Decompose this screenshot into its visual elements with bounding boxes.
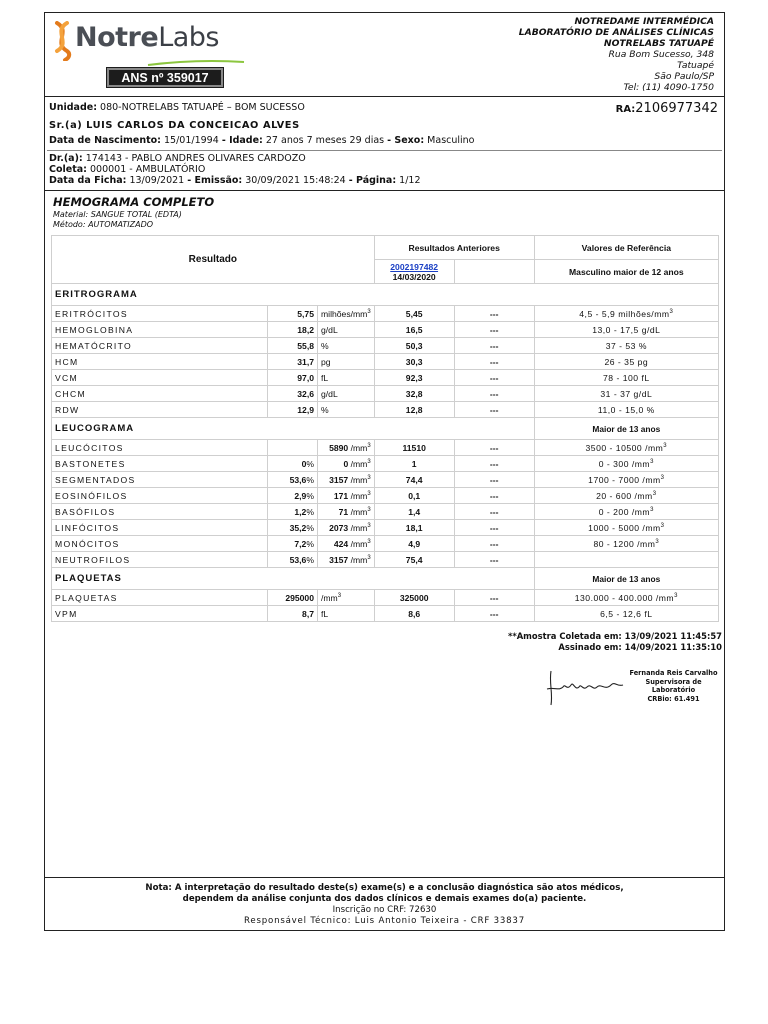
result-unit: g/dL: [318, 386, 375, 402]
result-value: 12,9: [268, 402, 318, 418]
result-value: 5,75: [268, 306, 318, 322]
table-header-row: [52, 236, 719, 260]
percent-number: 53,6: [289, 554, 307, 565]
section-eritrograma: ERITROGRAMA: [52, 284, 719, 306]
absolute-unit: [348, 459, 370, 469]
absolute-unit: [348, 443, 370, 453]
reference-value: [534, 440, 718, 456]
previous-value: 92,3: [374, 370, 454, 386]
previous-value-2: ---: [454, 354, 534, 370]
percent-symbol: %: [306, 506, 314, 517]
previous-exam-link[interactable]: 2002197482: [390, 261, 439, 272]
previous-value: 4,9: [374, 536, 454, 552]
superscript: 3: [650, 506, 654, 513]
reference-value: 37 - 53 %: [534, 338, 718, 354]
patient-name-label: Sr.(a): [49, 120, 83, 131]
absolute-unit: [348, 523, 370, 533]
header-previous: Resultados Anteriores: [374, 236, 534, 260]
doctor-value: 174143 - PABLO ANDRES OLIVARES CARDOZO: [85, 153, 306, 164]
reference-value: [534, 472, 718, 488]
reference-value: [534, 536, 718, 552]
results-table: [51, 235, 719, 622]
percent-number: 35,2: [289, 522, 307, 533]
previous-value: 1,4: [374, 504, 454, 520]
divider: [47, 150, 722, 151]
previous-value: 11510: [374, 440, 454, 456]
unit-text: /mm: [350, 490, 368, 501]
plaquetas-rows: [52, 590, 719, 622]
percent-number: 2,9: [294, 490, 307, 501]
report-page: [44, 12, 725, 931]
analyte-name: HEMOGLOBINA: [52, 322, 268, 338]
value-text: 80 - 1200 /mm: [593, 538, 656, 549]
analyte-name: SEGMENTADOS: [52, 472, 268, 488]
percent-value: [268, 536, 318, 552]
absolute-number: 2073: [329, 522, 349, 533]
unidade-label: Unidade:: [49, 102, 97, 113]
superscript: 3: [367, 490, 371, 497]
previous-value: 5,45: [374, 306, 454, 322]
lab-line: NOTRELABS TATUAPÉ: [603, 38, 714, 49]
footer: [45, 883, 724, 927]
address-line: São Paulo/SP: [654, 71, 714, 82]
value-text: 130.000 - 400.000 /mm: [574, 592, 675, 603]
previous-value-2: ---: [454, 456, 534, 472]
ra-label: RA:: [615, 104, 636, 115]
absolute-unit: [348, 555, 370, 565]
coleta-value: 000001 - AMBULATÓRIO: [89, 164, 206, 175]
exam-material: Material: SANGUE TOTAL (EDTA): [53, 210, 182, 219]
previous-value-2: ---: [454, 520, 534, 536]
previous-value-2: ---: [454, 590, 534, 606]
previous-value-2: ---: [454, 504, 534, 520]
unit-text: /mm: [350, 506, 368, 517]
handwritten-signature: [545, 661, 625, 707]
superscript: 3: [367, 308, 371, 315]
reference-value: [534, 552, 718, 568]
signatory-crbio: CRBio: 61.491: [647, 694, 700, 703]
analyte-name: RDW: [52, 402, 268, 418]
previous-value: 74,4: [374, 472, 454, 488]
emissao-value: 30/09/2021 15:48:24: [245, 175, 346, 186]
absolute-value: [318, 456, 375, 472]
section-leucograma-ref: Maior de 13 anos: [534, 418, 718, 440]
absolute-number: 71: [338, 506, 349, 517]
table-row: [52, 520, 719, 536]
previous-value-2: ---: [454, 370, 534, 386]
reference-value: 31 - 37 g/dL: [534, 386, 718, 402]
previous-value-2: ---: [454, 338, 534, 354]
table-row: [52, 488, 719, 504]
superscript: 3: [660, 522, 665, 529]
analyte-name: LEUCÓCITOS: [52, 440, 268, 456]
table-row: [52, 370, 719, 386]
previous-value: 1: [374, 456, 454, 472]
ans-badge: ANS nº 359017: [107, 68, 223, 87]
reference-value: [534, 520, 718, 536]
percent-number: 7,2: [294, 538, 307, 549]
table-row: [52, 440, 719, 456]
emissao-label: - Emissão:: [187, 175, 243, 186]
reference-value: 13,0 - 17,5 g/dL: [534, 322, 718, 338]
value-text: 1000 - 5000 /mm: [588, 522, 661, 533]
percent-value: [268, 440, 318, 456]
result-unit: pg: [318, 354, 375, 370]
table-row: [52, 552, 719, 568]
result-value: 32,6: [268, 386, 318, 402]
previous-value-2: ---: [454, 488, 534, 504]
percent-value: [268, 520, 318, 536]
absolute-unit: [348, 491, 370, 501]
superscript: 3: [669, 308, 674, 315]
dna-logo-icon: [51, 21, 75, 61]
result-value: 295000: [268, 590, 318, 606]
section-row: [52, 284, 719, 306]
doctor-label: Dr.(a):: [49, 153, 83, 164]
previous-value: 32,8: [374, 386, 454, 402]
analyte-name: VCM: [52, 370, 268, 386]
analyte-name: VPM: [52, 606, 268, 622]
percent-value: [268, 552, 318, 568]
unit-text: /mm: [350, 538, 368, 549]
reference-value: [534, 488, 718, 504]
unit-text: /mm: [350, 474, 368, 485]
table-row: [52, 536, 719, 552]
table-row: [52, 606, 719, 622]
birth-label: Data de Nascimento:: [49, 135, 161, 146]
previous-value-2: ---: [454, 552, 534, 568]
reference-group: Masculino maior de 12 anos: [534, 260, 718, 284]
patient-name-line: [49, 120, 300, 131]
absolute-value: [318, 536, 375, 552]
ficha-label: Data da Ficha:: [49, 175, 127, 186]
percent-symbol: %: [306, 554, 314, 565]
previous-value: 16,5: [374, 322, 454, 338]
exam-method: Método: AUTOMATIZADO: [53, 220, 154, 229]
unit-text: /mm: [350, 458, 368, 469]
ra-number: [616, 101, 718, 116]
superscript: 3: [674, 592, 678, 599]
reference-value: [534, 306, 718, 322]
previous-value: 30,3: [374, 354, 454, 370]
absolute-value: [318, 488, 375, 504]
result-value: 97,0: [268, 370, 318, 386]
previous-value-2: ---: [454, 306, 534, 322]
analyte-name: BASTONETES: [52, 456, 268, 472]
footer-responsible: Responsável Técnico: Luis Antonio Teixeira - CRF 33837: [244, 916, 525, 926]
lab-line: NOTREDAME INTERMÉDICA: [574, 16, 714, 27]
absolute-value: [318, 552, 375, 568]
footer-note: Nota: A interpretação do resultado deste(s) exame(s) e a conclusão diagnóstica são atos médicos,: [145, 883, 624, 893]
address-line: Tatuapé: [677, 60, 714, 71]
unit-text: /mm: [350, 554, 368, 565]
value-text: 0 - 200 /mm: [598, 506, 651, 517]
section-plaquetas: PLAQUETAS: [52, 568, 535, 590]
logo-wordmark: [75, 22, 219, 53]
previous-value-2: ---: [454, 322, 534, 338]
absolute-value: [318, 440, 375, 456]
reference-value: [534, 456, 718, 472]
address-line: Tel: (11) 4090-1750: [623, 82, 714, 93]
previous-value-2: ---: [454, 386, 534, 402]
reference-value: 11,0 - 15,0 %: [534, 402, 718, 418]
signature-timestamps: [508, 631, 722, 653]
previous-value: 0,1: [374, 488, 454, 504]
pagina-value: 1/12: [399, 175, 421, 186]
analyte-name: ERITRÓCITOS: [52, 306, 268, 322]
percent-number: 1,2: [294, 506, 307, 517]
coleta-line: [49, 164, 205, 175]
footer-note: dependem da análise conjunta dos dados clínicos e demais exames do(a) paciente.: [182, 894, 587, 904]
age-value: 27 anos 7 meses 29 dias: [265, 135, 385, 146]
superscript: 3: [663, 442, 668, 449]
exam-title: HEMOGRAMA COMPLETO: [53, 195, 215, 209]
previous-value-2: ---: [454, 472, 534, 488]
eritrograma-rows: [52, 306, 719, 418]
table-row: [52, 338, 719, 354]
analyte-name: EOSINÓFILOS: [52, 488, 268, 504]
previous-value: 12,8: [374, 402, 454, 418]
absolute-unit: [348, 475, 370, 485]
header-reference: Valores de Referência: [534, 236, 718, 260]
assinado-timestamp: Assinado em: 14/09/2021 11:35:10: [558, 642, 722, 652]
unit-text: /mm: [350, 442, 368, 453]
superscript: 3: [367, 538, 371, 545]
superscript: 3: [655, 538, 660, 545]
logo-notre: Notre: [75, 22, 159, 53]
ra-value: 2106977342: [635, 101, 718, 116]
percent-value: [268, 472, 318, 488]
section-row: [52, 568, 719, 590]
header-result: Resultado: [52, 236, 375, 284]
percent-symbol: %: [306, 474, 314, 485]
unit-text: /mm: [350, 522, 368, 533]
section-row: [52, 418, 719, 440]
superscript: 3: [367, 442, 371, 449]
previous-value: 18,1: [374, 520, 454, 536]
superscript: 3: [660, 474, 665, 481]
percent-value: [268, 504, 318, 520]
analyte-name: HCM: [52, 354, 268, 370]
value-text: 3500 - 10500 /mm: [585, 442, 664, 453]
previous-value-2: ---: [454, 440, 534, 456]
result-value: 18,2: [268, 322, 318, 338]
ficha-value: 13/09/2021: [129, 175, 185, 186]
superscript: 3: [367, 506, 371, 513]
table-row: [52, 402, 719, 418]
previous-value: 325000: [374, 590, 454, 606]
doctor-line: [49, 153, 306, 164]
value-text: /mm: [321, 592, 338, 603]
absolute-number: 5890: [329, 442, 349, 453]
reference-value: [534, 504, 718, 520]
previous-exam-cell: [374, 260, 454, 284]
result-unit: fL: [318, 370, 375, 386]
analyte-name: CHCM: [52, 386, 268, 402]
value-text: 0 - 300 /mm: [598, 458, 651, 469]
lab-line: LABORATÓRIO DE ANÁLISES CLÍNICAS: [518, 27, 714, 38]
birth-line: [49, 135, 475, 146]
lab-info: [519, 16, 714, 93]
absolute-number: 0: [343, 458, 349, 469]
analyte-name: LINFÓCITOS: [52, 520, 268, 536]
absolute-number: 3157: [329, 474, 349, 485]
section-leucograma: LEUCOGRAMA: [52, 418, 535, 440]
absolute-value: [318, 520, 375, 536]
superscript: 3: [367, 522, 371, 529]
previous-value-2: ---: [454, 536, 534, 552]
table-row: [52, 472, 719, 488]
logo-labs: Labs: [158, 22, 219, 53]
previous-exam-empty: [454, 260, 534, 284]
percent-number: 53,6: [289, 474, 307, 485]
sex-label: - Sexo:: [387, 135, 425, 146]
unidade-line: [49, 102, 305, 113]
result-value: 31,7: [268, 354, 318, 370]
absolute-value: [318, 504, 375, 520]
unidade-value: 080-NOTRELABS TATUAPÉ – BOM SUCESSO: [100, 102, 305, 113]
superscript: 3: [367, 458, 371, 465]
result-unit: [318, 306, 375, 322]
analyte-name: HEMATÓCRITO: [52, 338, 268, 354]
value-text: 4,5 - 5,9 milhões/mm: [579, 308, 670, 319]
superscript: 3: [367, 474, 371, 481]
superscript: 3: [367, 554, 371, 561]
footer-crf: Inscrição no CRF: 72630: [332, 905, 437, 915]
percent-symbol: %: [306, 538, 314, 549]
reference-value: [534, 590, 718, 606]
table-row: [52, 322, 719, 338]
notrelabs-logo: [51, 21, 241, 63]
reference-value: 26 - 35 pg: [534, 354, 718, 370]
absolute-number: 171: [333, 490, 349, 501]
analyte-name: PLAQUETAS: [52, 590, 268, 606]
value-text: 20 - 600 /mm: [596, 490, 653, 501]
previous-value-2: ---: [454, 606, 534, 622]
previous-value: 75,4: [374, 552, 454, 568]
signatory-block: [623, 669, 724, 703]
patient-name: LUIS CARLOS DA CONCEICAO ALVES: [86, 120, 300, 131]
age-label: - Idade:: [221, 135, 263, 146]
result-unit: %: [318, 402, 375, 418]
table-row: [52, 590, 719, 606]
divider: [45, 96, 724, 97]
table-row: [52, 354, 719, 370]
value-text: 1700 - 7000 /mm: [588, 474, 661, 485]
analyte-name: BASÓFILOS: [52, 504, 268, 520]
result-value: 55,8: [268, 338, 318, 354]
superscript: 3: [652, 490, 657, 497]
section-plaquetas-ref: Maior de 13 anos: [534, 568, 718, 590]
analyte-name: MONÓCITOS: [52, 536, 268, 552]
analyte-name: NEUTROFILOS: [52, 552, 268, 568]
percent-value: [268, 456, 318, 472]
signatory-name: Fernanda Reis Carvalho: [629, 669, 718, 677]
address-line: Rua Bom Sucesso, 348: [608, 49, 714, 60]
table-row: [52, 386, 719, 402]
previous-value: 8,6: [374, 606, 454, 622]
percent-symbol: %: [306, 458, 314, 469]
ficha-line: [49, 175, 421, 186]
table-row: [52, 504, 719, 520]
percent-value: [268, 488, 318, 504]
result-unit: g/dL: [318, 322, 375, 338]
absolute-value: [318, 472, 375, 488]
superscript: 3: [650, 458, 654, 465]
table-row: [52, 456, 719, 472]
absolute-unit: [348, 507, 370, 517]
logo-underline-swoosh: [146, 59, 246, 67]
reference-value: 6,5 - 12,6 fL: [534, 606, 718, 622]
percent-symbol: %: [306, 490, 314, 501]
leucograma-rows: [52, 440, 719, 568]
absolute-number: 424: [333, 538, 349, 549]
divider: [45, 190, 724, 191]
divider: [45, 877, 724, 878]
coleta-label: Coleta:: [49, 164, 87, 175]
value-text: milhões/mm: [321, 308, 368, 319]
absolute-number: 3157: [329, 554, 349, 565]
table-row: [52, 306, 719, 322]
sex-value: Masculino: [427, 135, 475, 146]
result-unit: %: [318, 338, 375, 354]
coleta-timestamp: **Amostra Coletada em: 13/09/2021 11:45:57: [507, 631, 722, 641]
result-unit: [318, 590, 375, 606]
reference-value: 78 - 100 fL: [534, 370, 718, 386]
signatory-role: Supervisora de Laboratório: [645, 677, 702, 694]
percent-number: 0: [301, 458, 307, 469]
result-unit: fL: [318, 606, 375, 622]
pagina-label: - Página:: [348, 175, 397, 186]
previous-exam-date: 14/03/2020: [392, 271, 436, 282]
previous-value: 50,3: [374, 338, 454, 354]
result-value: 8,7: [268, 606, 318, 622]
previous-value-2: ---: [454, 402, 534, 418]
superscript: 3: [337, 592, 342, 599]
absolute-unit: [348, 539, 370, 549]
birth-value: 15/01/1994: [164, 135, 219, 146]
percent-symbol: %: [306, 522, 314, 533]
